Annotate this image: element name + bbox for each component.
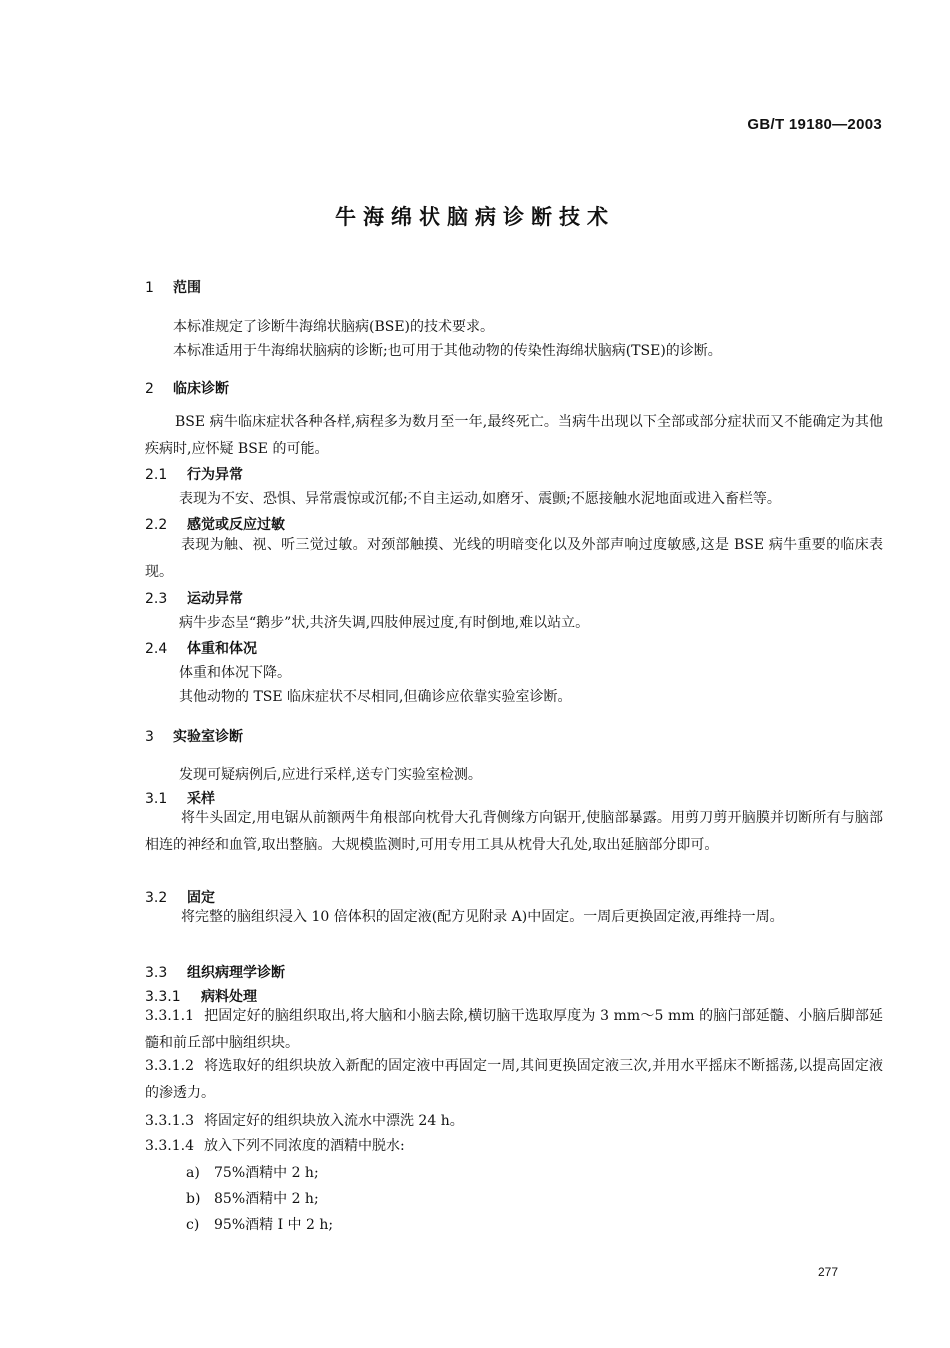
paragraph: 病牛步态呈“鹅步”状,共济失调,四肢伸展过度,有时倒地,难以站立。 xyxy=(179,615,590,631)
list-item: c) 95%酒精 I 中 2 h; xyxy=(186,1217,334,1233)
paragraph: 其他动物的 TSE 临床症状不尽相同,但确诊应依靠实验室诊断。 xyxy=(179,689,572,705)
section-heading-2: 2 临床诊断 xyxy=(145,381,229,397)
section-heading-3-1: 3.1 采样 xyxy=(145,791,215,807)
section-heading-2-1: 2.1 行为异常 xyxy=(145,467,243,483)
section-heading-2-3: 2.3 运动异常 xyxy=(145,591,243,607)
paragraph: 本标准规定了诊断牛海绵状脑病(BSE)的技术要求。 xyxy=(173,319,495,335)
list-item: a) 75%酒精中 2 h; xyxy=(186,1165,319,1181)
section-heading-3-3: 3.3 组织病理学诊断 xyxy=(145,965,285,981)
section-heading-1: 1 范围 xyxy=(145,280,201,296)
paragraph-3-3-1-3: 3.3.1.3 将固定好的组织块放入流水中漂洗 24 h。 xyxy=(145,1113,464,1129)
standard-number: GB/T 19180—2003 xyxy=(747,116,882,133)
section-heading-3: 3 实验室诊断 xyxy=(145,729,243,745)
page-number: 277 xyxy=(818,1265,839,1279)
document-title: 牛海绵状脑病诊断技术 xyxy=(335,205,615,229)
section-heading-2-4: 2.4 体重和体况 xyxy=(145,641,257,657)
clause-number: 3.3.1.2 xyxy=(145,1058,194,1074)
paragraph: 将完整的脑组织浸入 10 倍体积的固定液(配方见附录 A)中固定。一周后更换固定液,再维持一周。 xyxy=(181,909,784,925)
paragraph: BSE 病牛临床症状各种各样,病程多为数月至一年,最终死亡。当病牛出现以下全部或部分症状而又不能确定为其他疾病时,应怀疑 BSE 的可能。 xyxy=(145,414,883,457)
paragraph: 表现为不安、恐惧、异常震惊或沉郁;不自主运动,如磨牙、震颤;不愿接触水泥地面或进入畜栏等。 xyxy=(179,491,781,507)
paragraph: 本标准适用于牛海绵状脑病的诊断;也可用于其他动物的传染性海绵状脑病(TSE)的诊断。 xyxy=(173,343,722,359)
paragraph-3-3-1-2: 3.3.1.2 将选取好的组织块放入新配的固定液中再固定一周,其间更换固定液三次,并用水平摇床不断摇荡,以提高固定液的渗透力。 xyxy=(145,1058,883,1101)
clause-number: 3.3.1.4 xyxy=(145,1138,194,1154)
list-item: b) 85%酒精中 2 h; xyxy=(186,1191,319,1207)
section-heading-2-2: 2.2 感觉或反应过敏 xyxy=(145,517,285,533)
paragraph-3-3-1-1: 3.3.1.1 把固定好的脑组织取出,将大脑和小脑去除,横切脑干选取厚度为 3 mm～5 mm 的脑闩部延髓、小脑后脚部延髓和前丘部中脑组织块。 xyxy=(145,1008,883,1051)
section-heading-3-2: 3.2 固定 xyxy=(145,890,215,906)
paragraph: 表现为触、视、听三觉过敏。对颈部触摸、光线的明暗变化以及外部声响过度敏感,这是 BSE 病牛重要的临床表现。 xyxy=(145,537,883,580)
clause-number: 3.3.1.1 xyxy=(145,1008,194,1024)
paragraph: 体重和体况下降。 xyxy=(179,665,291,681)
paragraph-3-3-1-4: 3.3.1.4 放入下列不同浓度的酒精中脱水: xyxy=(145,1138,405,1154)
paragraph: 发现可疑病例后,应进行采样,送专门实验室检测。 xyxy=(179,767,482,783)
clause-number: 3.3.1.3 xyxy=(145,1113,194,1129)
paragraph: 将牛头固定,用电锯从前额两牛角根部向枕骨大孔背侧缘方向锯开,使脑部暴露。用剪刀剪开脑膜并切断所有与脑部相连的神经和血管,取出整脑。大规模监测时,可用专用工具从枕骨大孔处,取出延脑部分即可。 xyxy=(145,810,883,853)
section-heading-3-3-1: 3.3.1 病料处理 xyxy=(145,989,257,1005)
